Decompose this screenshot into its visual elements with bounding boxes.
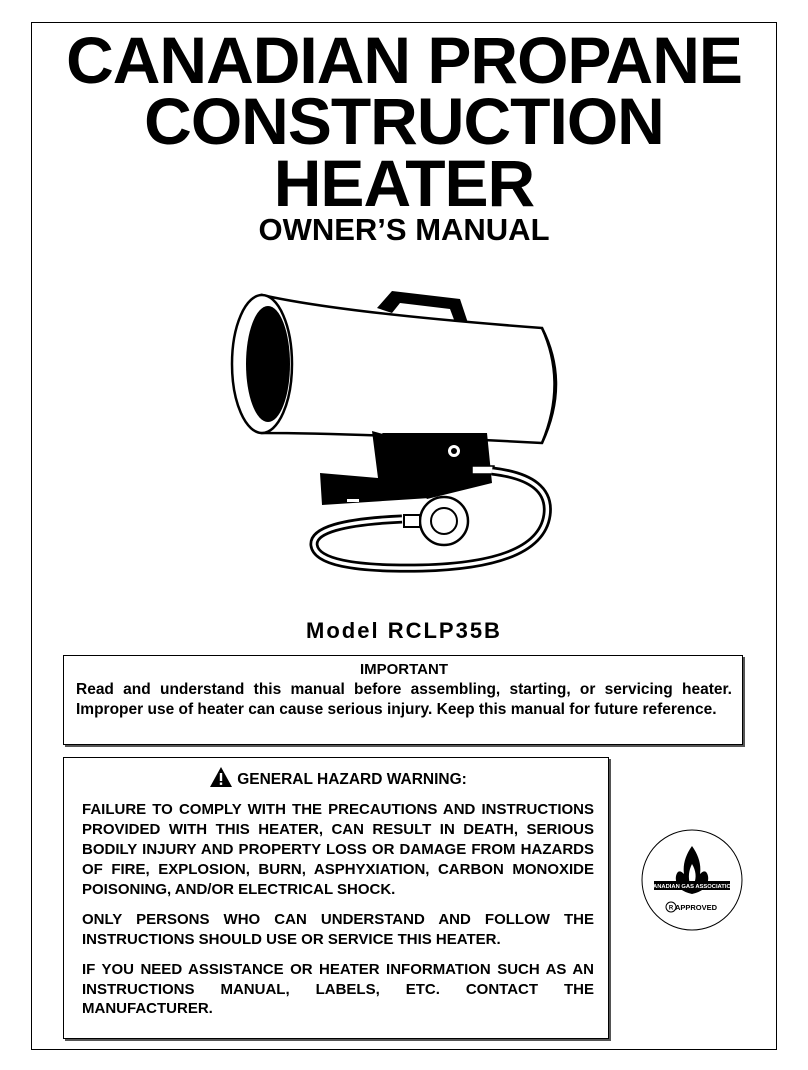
warning-paragraph-1: FAILURE TO COMPLY WITH THE PRECAUTIONS AND INSTRUCTIONS PROVIDED WITH THIS HEATER, CAN RESULT IN DEATH, SERIOUS BODILY INJURY AND PROPERTY LOSS OR DAMAGE FROM HAZARDS OF FIRE, EXPLOSION, BURN, ASPHYXIATION, CARBON MONOXIDE POISONING, AND/OR ELECTRICAL SHOCK. (82, 801, 594, 898)
important-body: Read and understand this manual before assembling, starting, or servicing heater. Improper use of heater can cause serious injury. Keep this manual for future reference. (76, 681, 732, 719)
important-notice-box (63, 655, 743, 745)
warning-paragraph-2: ONLY PERSONS WHO CAN UNDERSTAND AND FOLLOW THE INSTRUCTIONS SHOULD USE OR SERVICE THIS HEATER. (82, 910, 594, 948)
model-number: Model RCLP35B (306, 618, 502, 643)
heater-illustration (222, 283, 562, 583)
cga-approval-seal (640, 828, 744, 932)
warning-heading: GENERAL HAZARD WARNING: (237, 771, 467, 788)
warning-paragraph-3: IF YOU NEED ASSISTANCE OR HEATER INFORMATION SUCH AS AN INSTRUCTIONS MANUAL, LABELS, ETC. CONTACT THE MANUFACTURER. (82, 960, 594, 1018)
title-line-2: CONSTRUCTION (144, 84, 664, 158)
title-line-1: CANADIAN PROPANE (66, 23, 742, 97)
subtitle: OWNER’S MANUAL (258, 212, 550, 247)
important-heading: IMPORTANT (359, 661, 449, 678)
seal-association-text: CANADIAN GAS ASSOCIATION (648, 884, 736, 890)
warning-triangle-icon (209, 766, 233, 788)
seal-registered-mark: R (668, 905, 674, 912)
seal-approved-text: APPROVED (674, 903, 718, 912)
title-line-3: HEATER (273, 146, 535, 220)
warning-header (82, 766, 594, 792)
hazard-warning-box (63, 757, 609, 1039)
